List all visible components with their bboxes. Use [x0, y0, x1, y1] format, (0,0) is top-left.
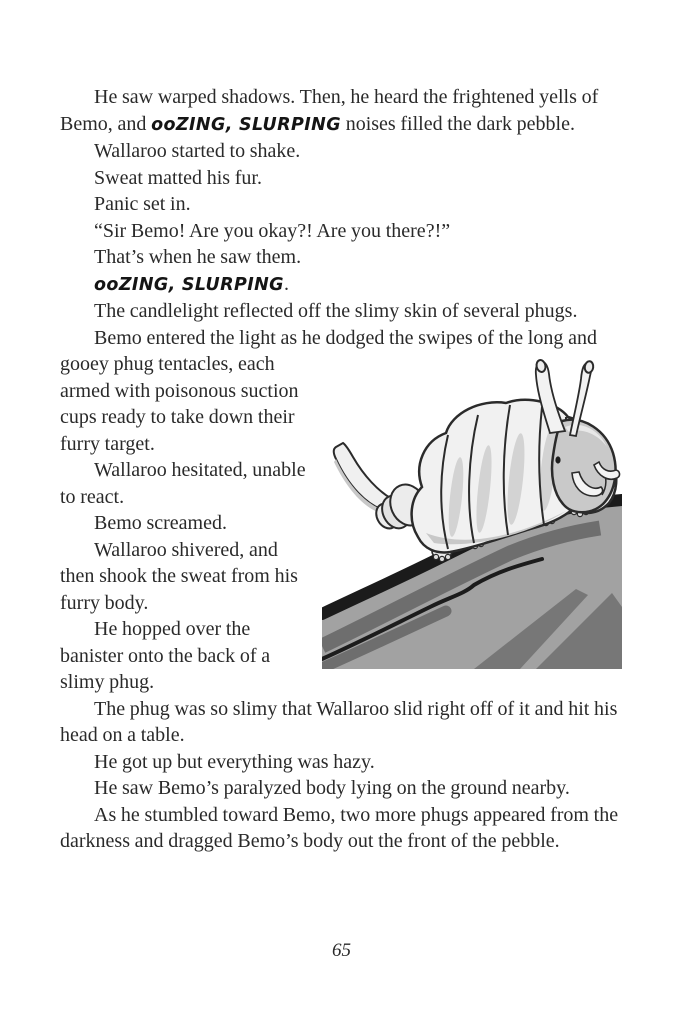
paragraph	[60, 271, 622, 299]
paragraph: He got up but everything was hazy.	[94, 750, 375, 773]
paragraph	[60, 84, 622, 138]
paragraph: Bemo screamed.	[94, 512, 227, 534]
phug-eye	[555, 456, 560, 463]
body-text: Bemo entered the light as he dodged the swipes of the long	[94, 326, 564, 349]
body-text: and gooey phug tentacles, each armed with poisonous suction cups ready to take down their furry target.	[60, 326, 597, 455]
phug-illustration-svg	[322, 357, 622, 669]
paragraph: Wallaroo hesitated, unable to react.	[60, 459, 306, 508]
paragraph: Wallaroo started to shake.	[94, 140, 301, 162]
paragraph: The phug was so slimy that Wallaroo slid right off of it and hit his head on a table.	[60, 697, 618, 746]
paragraph: Wallaroo shivered, and then shook the sweat from his furry body.	[60, 538, 298, 614]
paragraph: Sweat matted his fur.	[94, 166, 262, 189]
phug-head	[552, 420, 616, 513]
eyestalk-tip-eye	[584, 361, 594, 374]
sfx-oozing-slurping: ooZING, SLURPING	[151, 114, 341, 135]
story-text	[60, 84, 622, 855]
body-text: .	[283, 272, 289, 295]
paragraph-dialogue: “Sir Bemo! Are you okay?! Are you there?!”	[94, 219, 451, 242]
page-number: 65	[332, 940, 351, 961]
paragraph: That’s when he saw them.	[94, 246, 302, 268]
paragraph: The candlelight reflected off the slimy skin of several phugs.	[94, 300, 578, 322]
paragraph: He hopped over the banister onto the back of a slimy phug.	[60, 618, 271, 693]
sfx-oozing-slurping: ooZING, SLURPING	[94, 274, 284, 295]
body-text: noises filled the dark pebble.	[341, 112, 575, 135]
paragraph	[60, 325, 622, 458]
paragraph: As he stumbled toward Bemo, two more phugs appeared from the darkness and dragged Bemo’s body out the front of the pebble.	[60, 803, 619, 852]
paragraph: He saw Bemo’s paralyzed body lying on the ground nearby.	[94, 777, 570, 799]
paragraph: Panic set in.	[94, 193, 191, 215]
phug-illustration	[308, 351, 622, 673]
body-text: He saw warped shadows. Then, he heard the frightened yells of Bemo, and	[60, 86, 599, 135]
